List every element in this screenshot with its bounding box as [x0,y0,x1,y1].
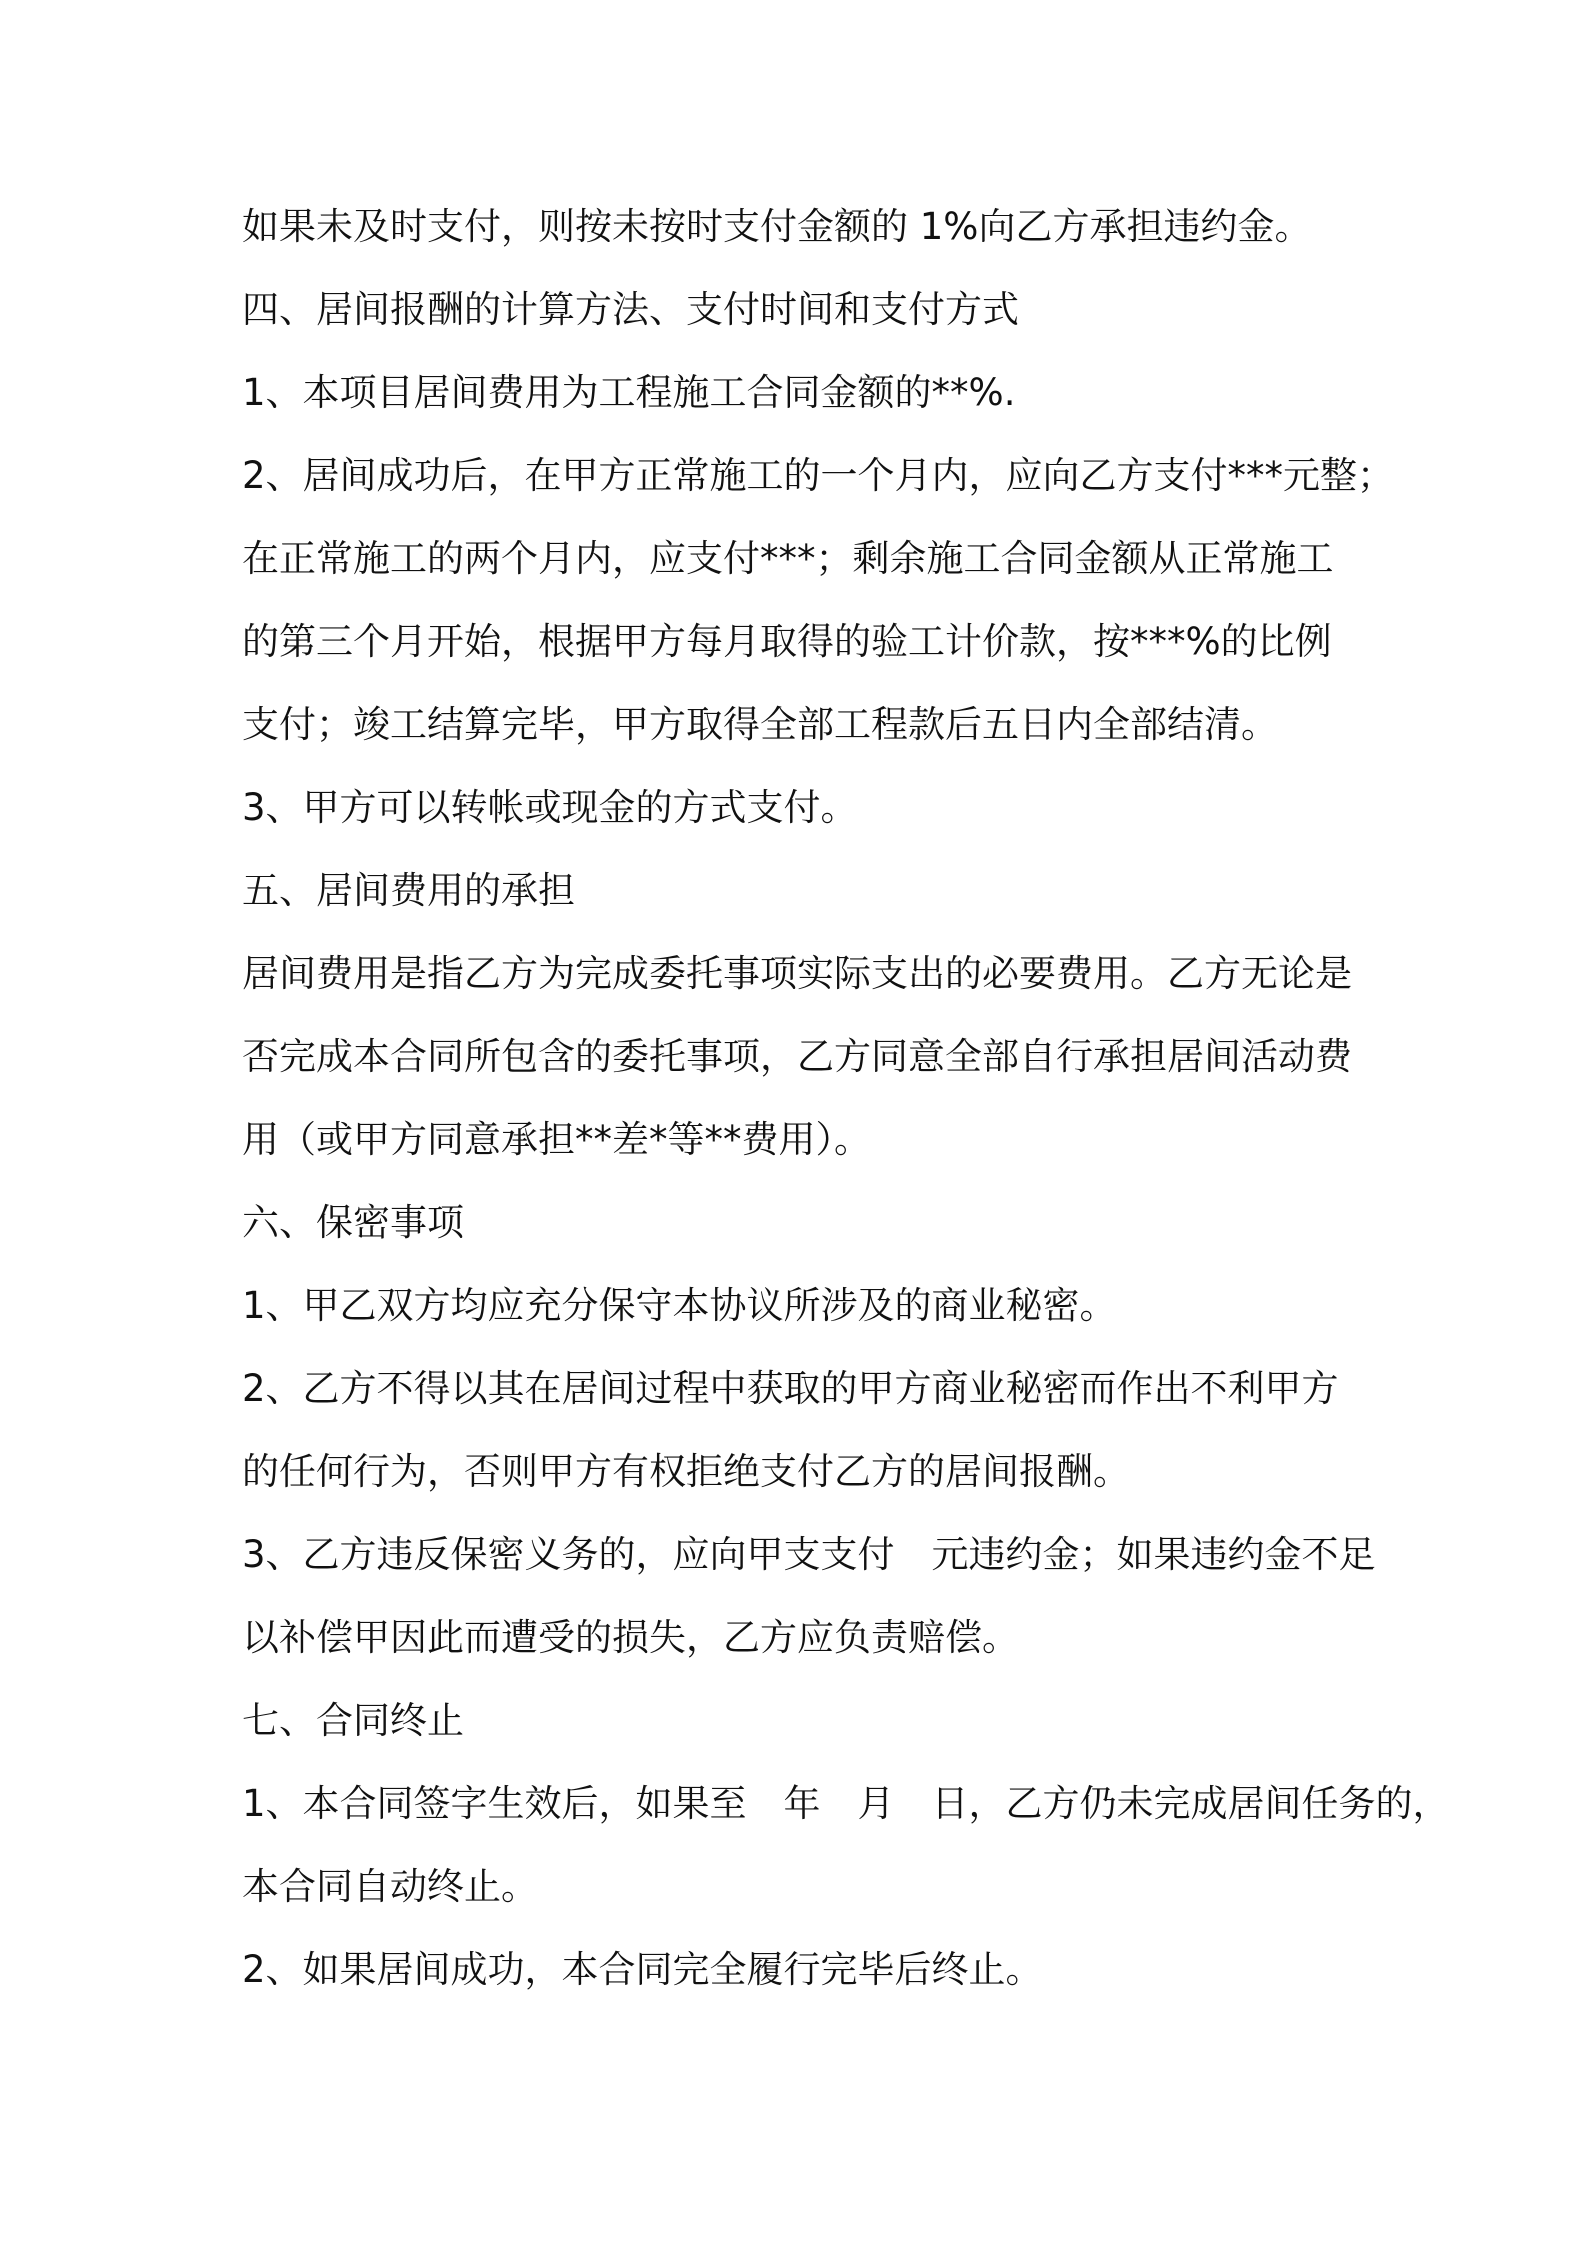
text-line: 本合同自动终止。 [242,1865,538,1908]
section-heading-6: 六、保密事项 [242,1201,464,1244]
text-line: 1、本合同签字生效后，如果至 年 月 日，乙方仍未完成居间任务的， [242,1782,1450,1825]
section-heading-5: 五、居间费用的承担 [242,869,575,912]
text-line: 以补偿甲因此而遭受的损失，乙方应负责赔偿。 [242,1616,1019,1659]
text-line: 3、乙方违反保密义务的，应向甲支支付 元违约金；如果违约金不足 [242,1533,1376,1576]
text-line: 2、居间成功后，在甲方正常施工的一个月内，应向乙方支付***元整； [242,454,1395,497]
section-heading-4: 四、居间报酬的计算方法、支付时间和支付方式 [242,288,1019,331]
text-line: 用（或甲方同意承担**差*等**费用）。 [242,1118,871,1161]
text-line: 否完成本合同所包含的委托事项，乙方同意全部自行承担居间活动费 [242,1035,1352,1078]
text-line: 的第三个月开始，根据甲方每月取得的验工计价款，按***%的比例 [242,620,1332,663]
text-line: 3、甲方可以转帐或现金的方式支付。 [242,786,858,829]
text-line: 在正常施工的两个月内，应支付***；剩余施工合同金额从正常施工 [242,537,1334,580]
text-line: 1、本项目居间费用为工程施工合同金额的**%. [242,371,1016,414]
text-line: 支付；竣工结算完毕，甲方取得全部工程款后五日内全部结清。 [242,703,1278,746]
text-line: 1、甲乙双方均应充分保守本协议所涉及的商业秘密。 [242,1284,1117,1327]
text-line: 的任何行为，否则甲方有权拒绝支付乙方的居间报酬。 [242,1450,1130,1493]
text-line: 如果未及时支付，则按未按时支付金额的 1%向乙方承担违约金。 [242,205,1312,248]
text-line: 居间费用是指乙方为完成委托事项实际支出的必要费用。乙方无论是 [242,952,1352,995]
section-heading-7: 七、合同终止 [242,1699,464,1742]
text-line: 2、乙方不得以其在居间过程中获取的甲方商业秘密而作出不利甲方 [242,1367,1339,1410]
text-line: 2、如果居间成功，本合同完全履行完毕后终止。 [242,1948,1043,1991]
